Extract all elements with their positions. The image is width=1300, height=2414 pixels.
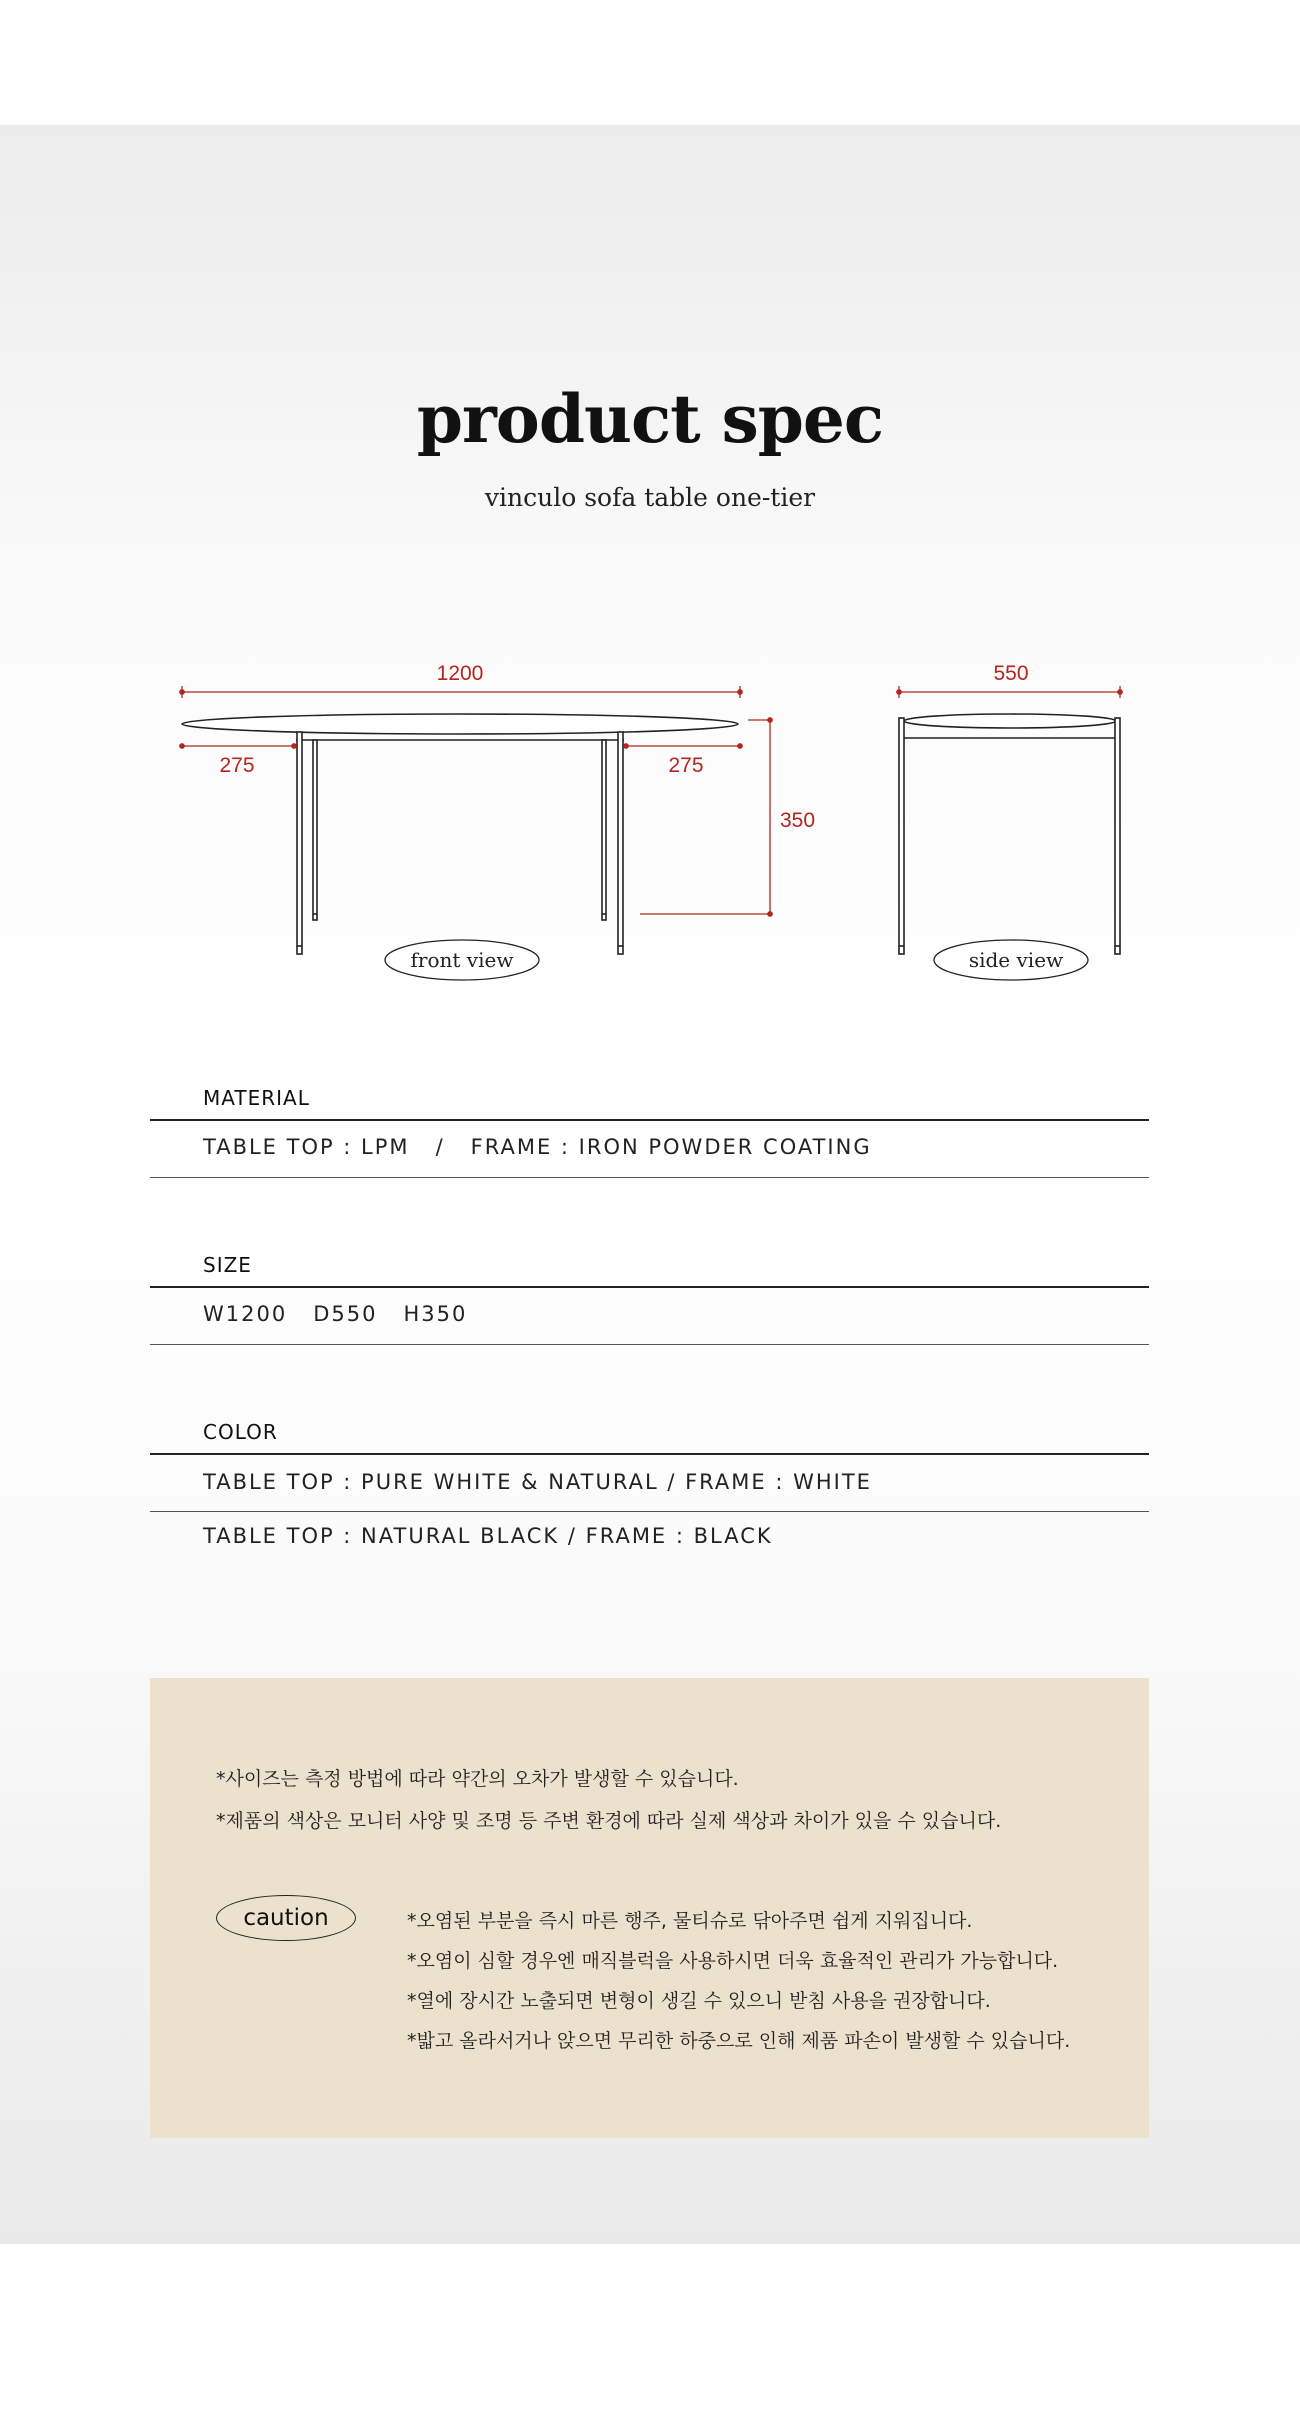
side-depth-label: 550	[993, 662, 1029, 685]
notice-line-2: *제품의 색상은 모니터 사양 및 조명 등 주변 환경에 따라 실제 색상과 차이가 있을 수 있습니다.	[216, 1810, 1002, 1832]
side-view-label: side view	[968, 948, 1064, 972]
caution-item-3: *열에 장시간 노출되면 변형이 생길 수 있으니 받침 사용을 권장합니다.	[407, 1990, 991, 2012]
color-row-2: TABLE TOP : NATURAL BLACK / FRAME : BLACK	[203, 1524, 773, 1548]
size-rule-bottom	[150, 1344, 1149, 1345]
front-width-label: 1200	[436, 662, 484, 685]
notice-line-1: *사이즈는 측정 방법에 따라 약간의 오차가 발생할 수 있습니다.	[216, 1768, 739, 1790]
front-leg-right-inner	[602, 740, 606, 920]
color-row-1: TABLE TOP : PURE WHITE & NATURAL / FRAME : WHITE	[203, 1470, 872, 1494]
page-title: product spec	[416, 380, 884, 458]
size-row: W1200 D550 H350	[203, 1302, 468, 1326]
dimension-diagram	[0, 640, 1300, 1020]
caution-item-2: *오염이 심할 경우엔 매직블럭을 사용하시면 더욱 효율적인 관리가 가능합니다.	[407, 1950, 1059, 1972]
side-leg-left	[899, 718, 904, 954]
front-view-drawing	[182, 714, 738, 954]
caution-item-1: *오염된 부분을 즉시 마른 행주, 물티슈로 닦아주면 쉽게 지워집니다.	[407, 1910, 973, 1932]
product-name: vinculo sofa table one-tier	[484, 483, 816, 512]
front-overhang-right-label: 275	[668, 754, 704, 777]
size-heading: SIZE	[203, 1253, 252, 1277]
color-heading: COLOR	[203, 1420, 278, 1444]
side-leg-right	[1115, 718, 1120, 954]
material-heading: MATERIAL	[203, 1086, 310, 1110]
color-rule-middle	[150, 1511, 1149, 1512]
caution-label: caution	[243, 1905, 329, 1931]
front-height-label: 350	[780, 809, 816, 832]
color-rule-top	[150, 1453, 1149, 1455]
material-rule-top	[150, 1119, 1149, 1121]
side-dimension-lines	[897, 686, 1122, 698]
front-leg-right-outer	[618, 732, 623, 954]
front-overhang-left-label: 275	[219, 754, 255, 777]
material-rule-bottom	[150, 1177, 1149, 1178]
front-tabletop	[182, 714, 738, 734]
side-view-drawing	[899, 714, 1120, 954]
side-tabletop	[904, 714, 1116, 728]
front-leg-left-inner	[313, 740, 317, 920]
notice-box	[150, 1678, 1149, 2138]
front-view-label: front view	[410, 948, 514, 972]
caution-badge	[216, 1895, 356, 1941]
front-leg-left-outer	[297, 732, 302, 954]
caution-item-4: *밟고 올라서거나 앉으면 무리한 하중으로 인해 제품 파손이 발생할 수 있습니다.	[407, 2030, 1071, 2052]
size-rule-top	[150, 1286, 1149, 1288]
material-row: TABLE TOP : LPM / FRAME : IRON POWDER COATING	[203, 1135, 872, 1159]
